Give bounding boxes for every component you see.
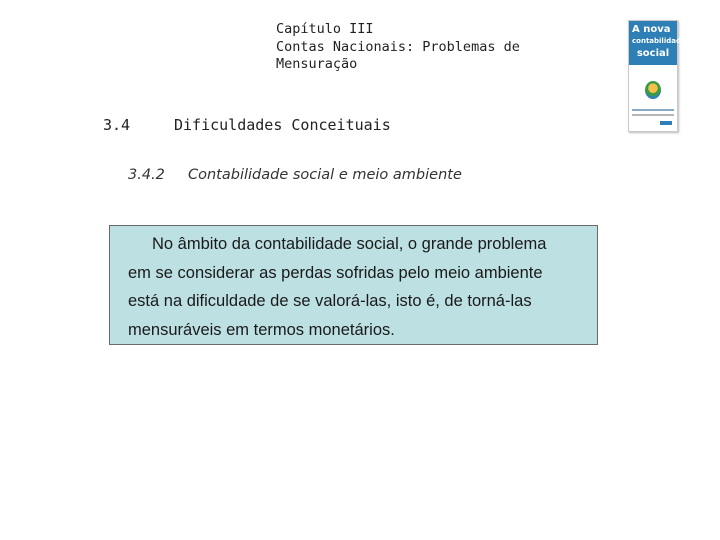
section-number: 3.4 — [103, 116, 131, 134]
publisher-logo — [660, 121, 672, 125]
cover-divider — [632, 109, 674, 111]
book-title-line3: social — [636, 48, 670, 59]
chapter-line: Capítulo III — [276, 21, 374, 37]
book-title-line2: contabilidade — [632, 37, 686, 45]
chapter-heading — [276, 21, 520, 74]
cover-divider — [632, 114, 674, 116]
globe-icon — [645, 81, 661, 99]
book-cover-icon — [628, 20, 686, 132]
subsection-number: 3.4.2 — [128, 167, 165, 183]
quote-line: mensuráveis em termos monetários. — [128, 321, 395, 339]
quote-line: No âmbito da contabilidade social, o grande problema — [152, 235, 547, 253]
book-title-line1: A nova — [632, 24, 671, 35]
quote-line: está na dificuldade de se valorá-las, isto é, de torná-las — [128, 292, 532, 310]
chapter-line: Contas Nacionais: Problemas de — [276, 38, 520, 55]
section-title: Dificuldades Conceituais — [174, 116, 391, 134]
subsection-title: Contabilidade social e meio ambiente — [188, 167, 462, 183]
quote-line: em se considerar as perdas sofridas pelo meio ambiente — [128, 264, 543, 282]
quote-box — [109, 225, 598, 345]
chapter-line: Mensuração — [276, 56, 358, 72]
